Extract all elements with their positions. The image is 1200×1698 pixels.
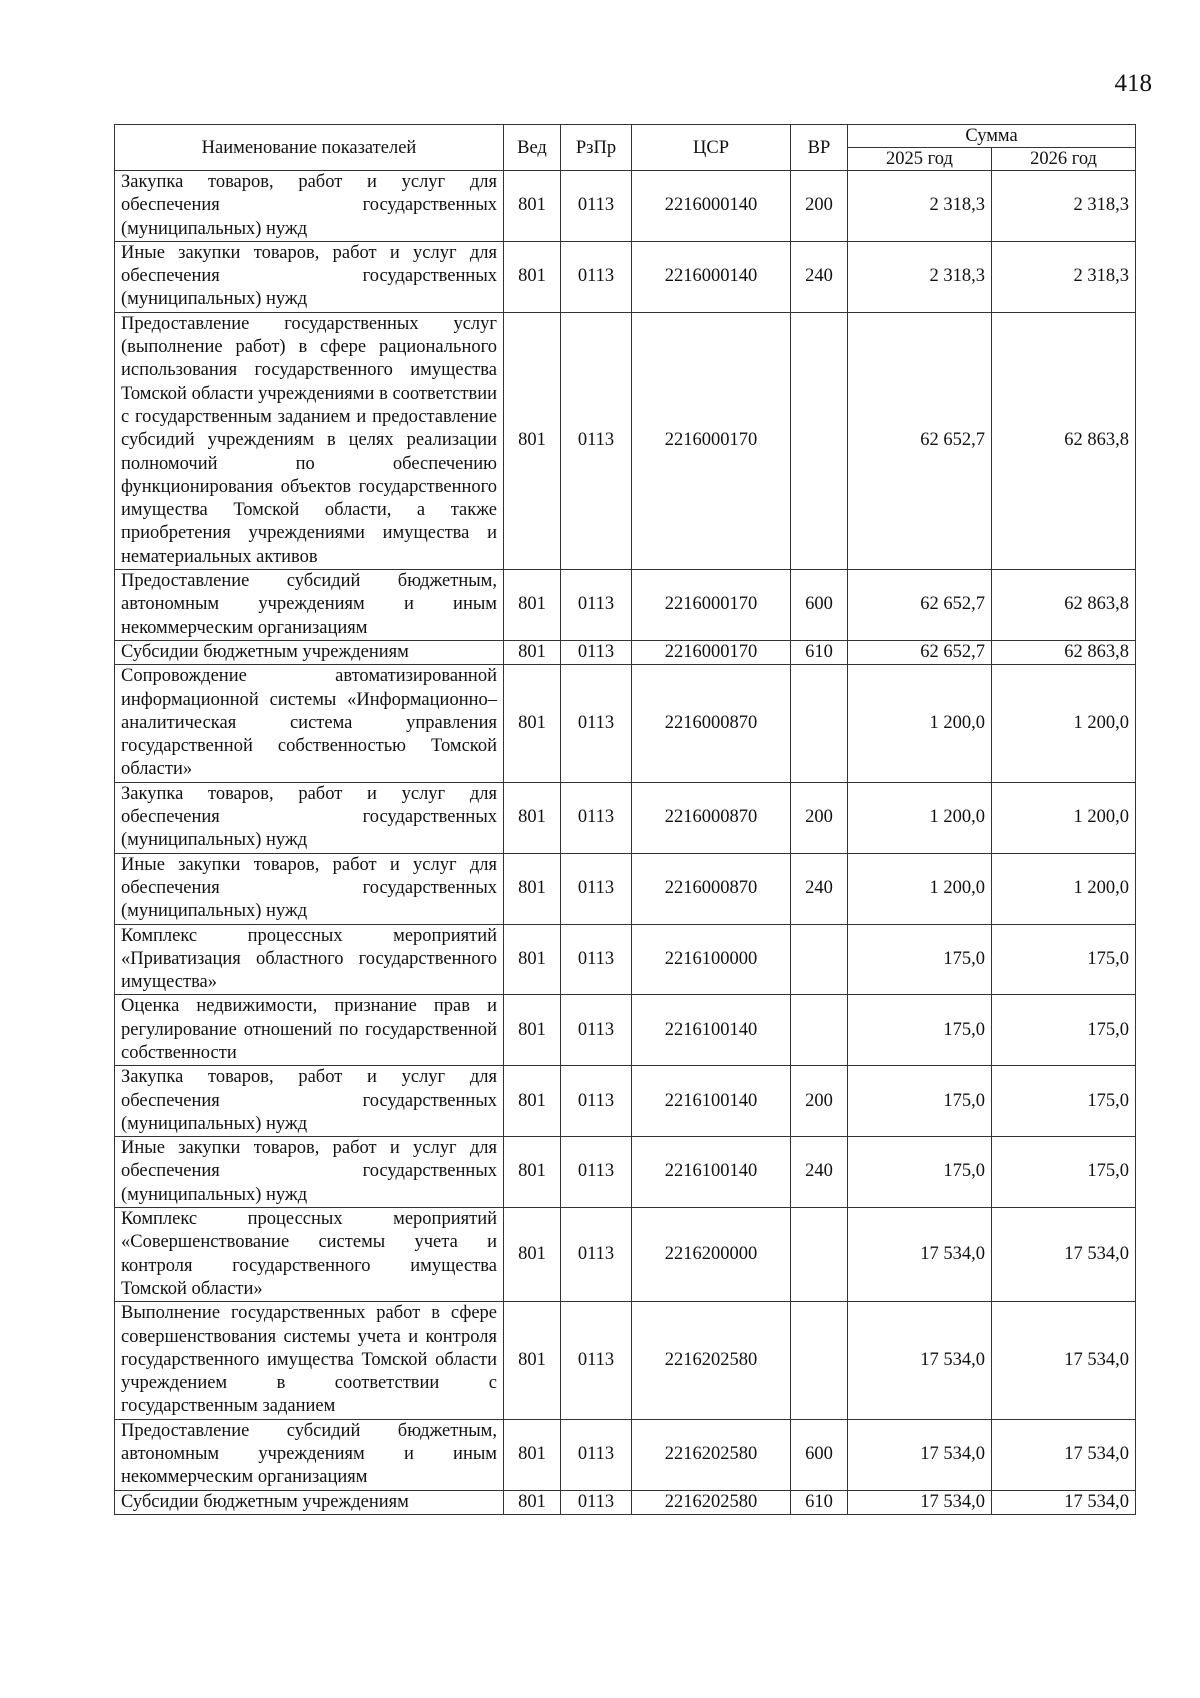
cell-vr: 240 — [791, 241, 848, 312]
cell-rzpr: 0113 — [561, 665, 632, 782]
cell-2026: 175,0 — [992, 924, 1136, 995]
cell-rzpr: 0113 — [561, 1490, 632, 1514]
cell-name: Закупка товаров, работ и услуг для обеспечения государственных (муниципальных) нужд — [115, 782, 504, 853]
cell-vr — [791, 995, 848, 1066]
cell-ved: 801 — [504, 241, 561, 312]
cell-csr: 2216000170 — [632, 312, 791, 569]
table-row — [115, 171, 1136, 242]
cell-rzpr: 0113 — [561, 1419, 632, 1490]
cell-2025: 17 534,0 — [848, 1419, 992, 1490]
header-ved: Вед — [504, 125, 561, 171]
cell-name: Субсидии бюджетным учреждениям — [115, 1490, 504, 1514]
cell-rzpr: 0113 — [561, 853, 632, 924]
cell-csr: 2216100140 — [632, 995, 791, 1066]
cell-ved: 801 — [504, 640, 561, 664]
cell-csr: 2216200000 — [632, 1208, 791, 1302]
cell-csr: 2216100140 — [632, 1137, 791, 1208]
cell-2025: 17 534,0 — [848, 1208, 992, 1302]
budget-table — [114, 124, 1136, 1515]
cell-rzpr: 0113 — [561, 1137, 632, 1208]
cell-vr: 200 — [791, 171, 848, 242]
cell-2026: 175,0 — [992, 995, 1136, 1066]
cell-vr: 610 — [791, 1490, 848, 1514]
cell-rzpr: 0113 — [561, 241, 632, 312]
table-row — [115, 1419, 1136, 1490]
cell-csr: 2216000870 — [632, 853, 791, 924]
cell-vr — [791, 1208, 848, 1302]
table-row — [115, 570, 1136, 641]
cell-vr: 240 — [791, 853, 848, 924]
header-name: Наименование показателей — [115, 125, 504, 171]
cell-csr: 2216000870 — [632, 665, 791, 782]
cell-ved: 801 — [504, 924, 561, 995]
cell-csr: 2216000870 — [632, 782, 791, 853]
table-row — [115, 1208, 1136, 1302]
cell-ved: 801 — [504, 1490, 561, 1514]
cell-2025: 2 318,3 — [848, 241, 992, 312]
cell-rzpr: 0113 — [561, 171, 632, 242]
cell-name: Иные закупки товаров, работ и услуг для обеспечения государственных (муниципальных) нужд — [115, 1137, 504, 1208]
cell-csr: 2216000140 — [632, 171, 791, 242]
cell-ved: 801 — [504, 570, 561, 641]
cell-vr — [791, 1302, 848, 1419]
cell-2025: 62 652,7 — [848, 640, 992, 664]
cell-rzpr: 0113 — [561, 1208, 632, 1302]
cell-2025: 62 652,7 — [848, 570, 992, 641]
cell-vr: 200 — [791, 1066, 848, 1137]
cell-name: Предоставление государственных услуг (выполнение работ) в сфере рационального использования государственного имущества Томской области учреждениями в соответствии с государственным заданием и предоставление субсидий учреждениям в целях реализации полномочий по обеспечению функционирования объектов государственного имущества Томской области, а также приобретения учреждениями имущества и нематериальных активов — [115, 312, 504, 569]
cell-csr: 2216202580 — [632, 1490, 791, 1514]
cell-name: Оценка недвижимости, признание прав и регулирование отношений по государственной собственности — [115, 995, 504, 1066]
cell-csr: 2216100000 — [632, 924, 791, 995]
header-vr: ВР — [791, 125, 848, 171]
cell-2026: 17 534,0 — [992, 1208, 1136, 1302]
cell-csr: 2216202580 — [632, 1419, 791, 1490]
cell-2026: 17 534,0 — [992, 1302, 1136, 1419]
header-2025: 2025 год — [848, 148, 992, 171]
page-number: 418 — [1114, 70, 1152, 97]
cell-rzpr: 0113 — [561, 782, 632, 853]
cell-name: Субсидии бюджетным учреждениям — [115, 640, 504, 664]
cell-csr: 2216000170 — [632, 640, 791, 664]
cell-ved: 801 — [504, 1066, 561, 1137]
cell-name: Предоставление субсидий бюджетным, автономным учреждениям и иным некоммерческим организациям — [115, 570, 504, 641]
table-header — [115, 125, 1136, 171]
header-sum: Сумма — [848, 125, 1136, 148]
cell-2026: 175,0 — [992, 1137, 1136, 1208]
cell-vr — [791, 665, 848, 782]
cell-2025: 1 200,0 — [848, 853, 992, 924]
cell-2025: 17 534,0 — [848, 1490, 992, 1514]
cell-ved: 801 — [504, 171, 561, 242]
cell-2026: 1 200,0 — [992, 665, 1136, 782]
cell-ved: 801 — [504, 1208, 561, 1302]
table-row — [115, 1066, 1136, 1137]
cell-csr: 2216202580 — [632, 1302, 791, 1419]
cell-csr: 2216000140 — [632, 241, 791, 312]
cell-rzpr: 0113 — [561, 924, 632, 995]
cell-vr — [791, 312, 848, 569]
cell-2025: 1 200,0 — [848, 782, 992, 853]
cell-vr — [791, 924, 848, 995]
cell-2026: 1 200,0 — [992, 853, 1136, 924]
table-row — [115, 853, 1136, 924]
table-row — [115, 241, 1136, 312]
table-row — [115, 924, 1136, 995]
cell-rzpr: 0113 — [561, 1302, 632, 1419]
cell-2026: 1 200,0 — [992, 782, 1136, 853]
cell-2026: 17 534,0 — [992, 1419, 1136, 1490]
cell-rzpr: 0113 — [561, 995, 632, 1066]
cell-ved: 801 — [504, 1419, 561, 1490]
cell-2025: 175,0 — [848, 1137, 992, 1208]
cell-2025: 175,0 — [848, 1066, 992, 1137]
table-row — [115, 782, 1136, 853]
cell-name: Сопровождение автоматизированной информационной системы «Информационно–аналитическая система управления государственной собственностью Томской области» — [115, 665, 504, 782]
cell-name: Предоставление субсидий бюджетным, автономным учреждениям и иным некоммерческим организациям — [115, 1419, 504, 1490]
cell-vr: 600 — [791, 1419, 848, 1490]
table-row — [115, 995, 1136, 1066]
cell-2025: 175,0 — [848, 924, 992, 995]
cell-2026: 2 318,3 — [992, 171, 1136, 242]
header-rzpr: РзПр — [561, 125, 632, 171]
cell-2025: 1 200,0 — [848, 665, 992, 782]
table-row — [115, 1137, 1136, 1208]
cell-ved: 801 — [504, 1302, 561, 1419]
cell-rzpr: 0113 — [561, 312, 632, 569]
cell-rzpr: 0113 — [561, 640, 632, 664]
cell-ved: 801 — [504, 995, 561, 1066]
table-row — [115, 640, 1136, 664]
header-csr: ЦСР — [632, 125, 791, 171]
cell-name: Иные закупки товаров, работ и услуг для обеспечения государственных (муниципальных) нужд — [115, 853, 504, 924]
cell-name: Комплекс процессных мероприятий «Приватизация областного государственного имущества» — [115, 924, 504, 995]
cell-vr: 600 — [791, 570, 848, 641]
header-2026: 2026 год — [992, 148, 1136, 171]
cell-name: Комплекс процессных мероприятий «Совершенствование системы учета и контроля государственного имущества Томской области» — [115, 1208, 504, 1302]
cell-2025: 175,0 — [848, 995, 992, 1066]
cell-2026: 17 534,0 — [992, 1490, 1136, 1514]
cell-ved: 801 — [504, 1137, 561, 1208]
cell-ved: 801 — [504, 782, 561, 853]
table-row — [115, 1490, 1136, 1514]
cell-rzpr: 0113 — [561, 570, 632, 641]
table-row — [115, 1302, 1136, 1419]
cell-ved: 801 — [504, 312, 561, 569]
cell-rzpr: 0113 — [561, 1066, 632, 1137]
cell-2025: 62 652,7 — [848, 312, 992, 569]
cell-name: Закупка товаров, работ и услуг для обеспечения государственных (муниципальных) нужд — [115, 171, 504, 242]
cell-2026: 62 863,8 — [992, 640, 1136, 664]
cell-2026: 2 318,3 — [992, 241, 1136, 312]
cell-2025: 2 318,3 — [848, 171, 992, 242]
cell-2026: 62 863,8 — [992, 570, 1136, 641]
cell-csr: 2216100140 — [632, 1066, 791, 1137]
cell-2026: 62 863,8 — [992, 312, 1136, 569]
cell-name: Выполнение государственных работ в сфере совершенствования системы учета и контроля государственного имущества Томской области учреждением в соответствии с государственным заданием — [115, 1302, 504, 1419]
cell-name: Закупка товаров, работ и услуг для обеспечения государственных (муниципальных) нужд — [115, 1066, 504, 1137]
cell-2025: 17 534,0 — [848, 1302, 992, 1419]
cell-vr: 610 — [791, 640, 848, 664]
cell-name: Иные закупки товаров, работ и услуг для обеспечения государственных (муниципальных) нужд — [115, 241, 504, 312]
cell-vr: 200 — [791, 782, 848, 853]
table-row — [115, 312, 1136, 569]
cell-ved: 801 — [504, 853, 561, 924]
table-row — [115, 665, 1136, 782]
table-body — [115, 171, 1136, 1515]
cell-2026: 175,0 — [992, 1066, 1136, 1137]
cell-vr: 240 — [791, 1137, 848, 1208]
cell-ved: 801 — [504, 665, 561, 782]
cell-csr: 2216000170 — [632, 570, 791, 641]
